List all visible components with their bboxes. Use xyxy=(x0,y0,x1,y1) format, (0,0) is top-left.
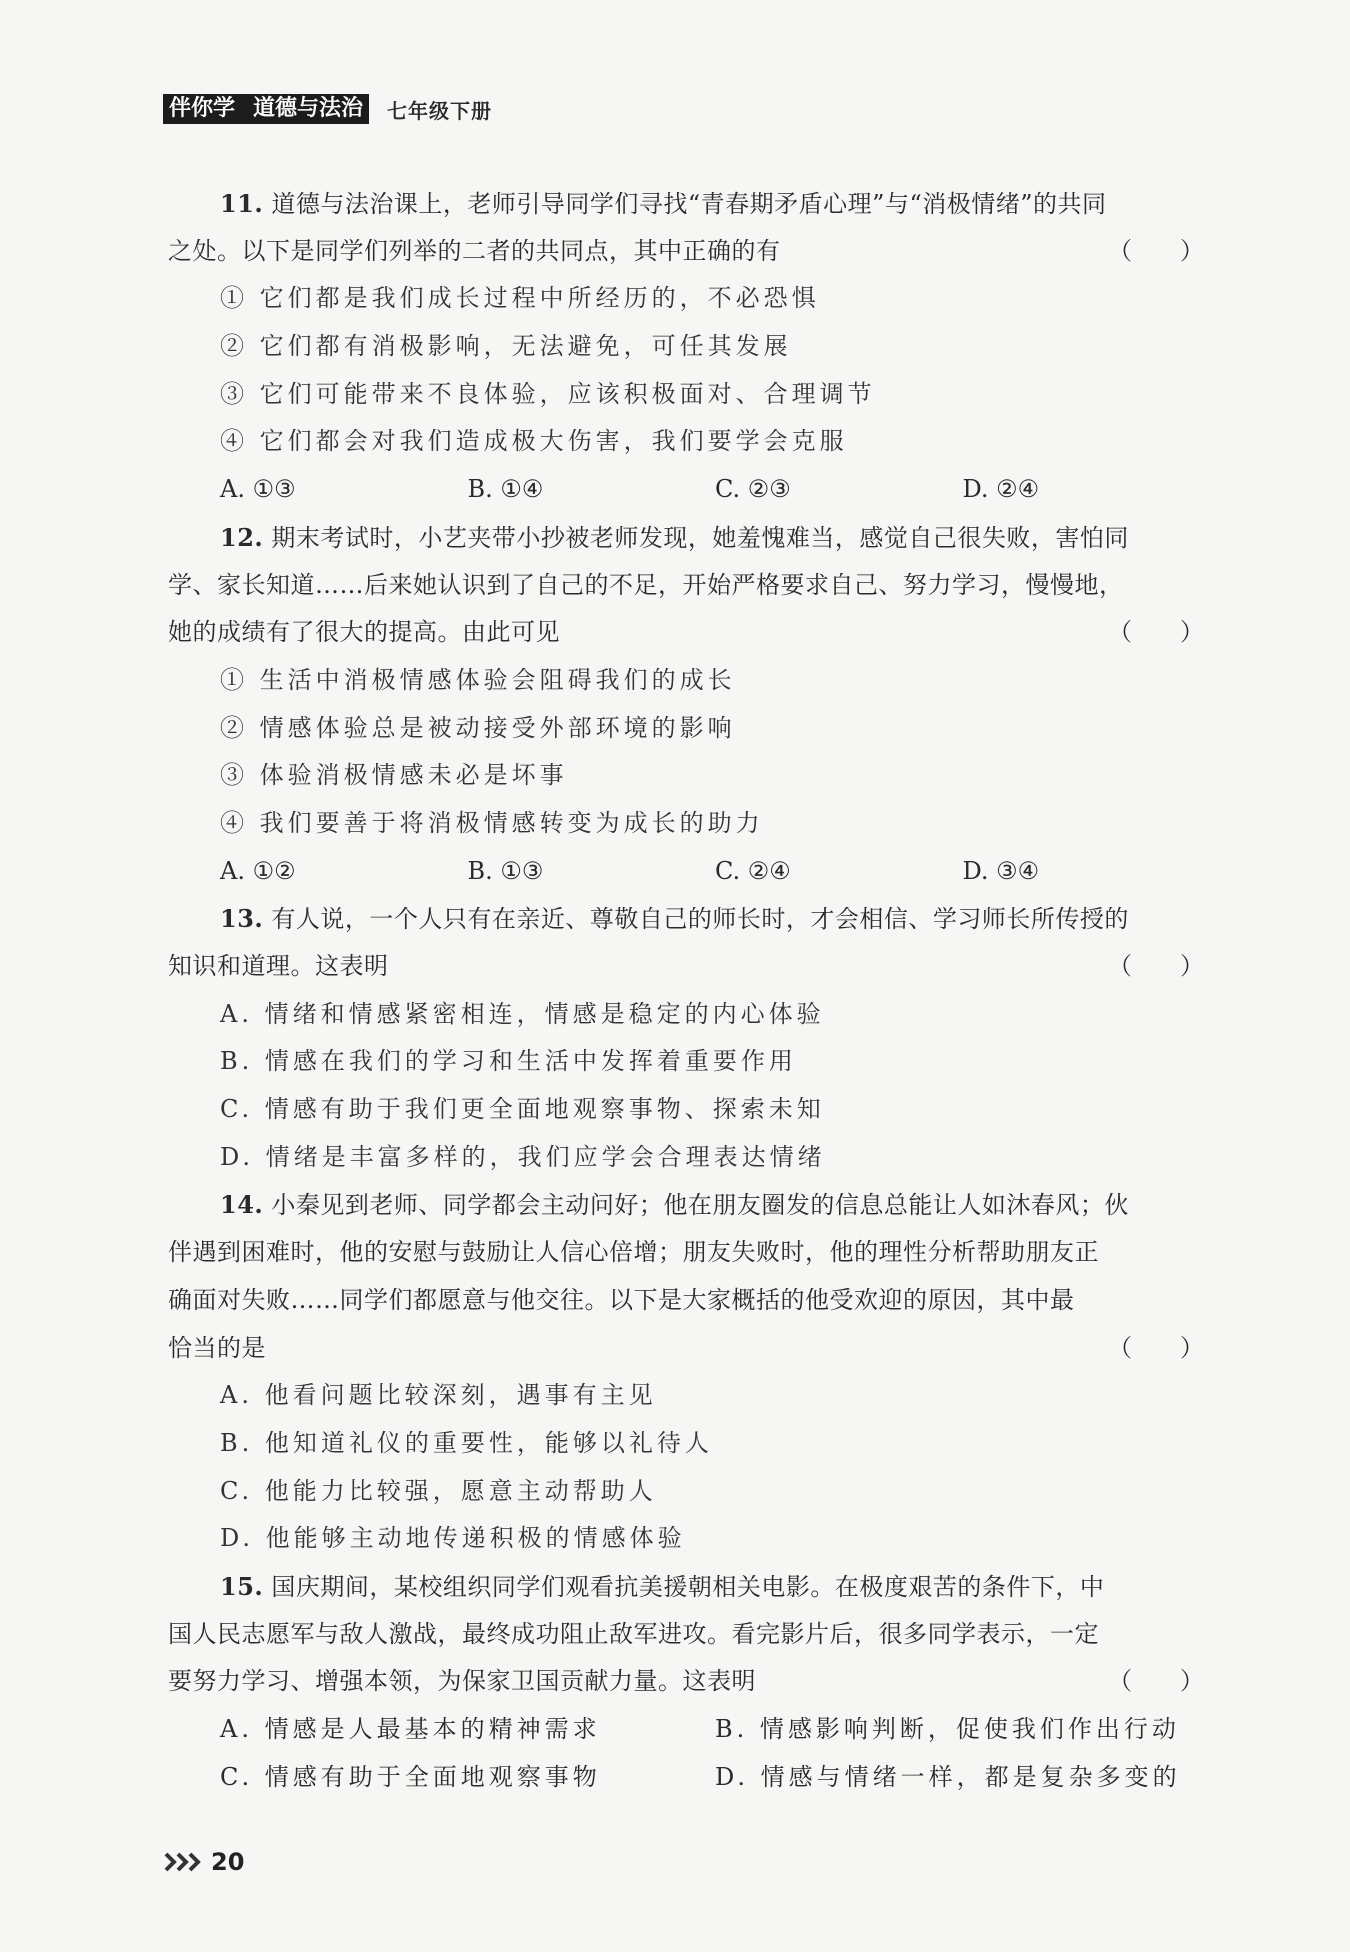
subject-name: 道德与法治 xyxy=(253,96,364,121)
q12-statement-3: ③ 体验消极情感未必是坏事 xyxy=(220,761,568,790)
q15-option-b: B. 情感影响判断，促使我们作出行动 xyxy=(715,1715,1180,1743)
q11-statement-2: ② 它们都有消极影响，无法避免，可任其发展 xyxy=(220,332,792,361)
q12-choices xyxy=(168,848,1210,896)
question-list xyxy=(168,180,1210,1801)
q12-choice-a: A. ①② xyxy=(220,856,296,885)
q11-choice-a: A. ①③ xyxy=(220,475,296,504)
series-name: 伴你学 xyxy=(169,96,236,121)
q15-options-row-2 xyxy=(168,1754,1210,1802)
q15-option-c: C. 情感有助于全面地观察事物 xyxy=(220,1762,601,1791)
q13-option-a: A. 情绪和情感紧密相连，情感是稳定的内心体验 xyxy=(220,999,825,1028)
q12-stem-line-1: 12. 期末考试时，小艺夹带小抄被老师发现，她羞愧难当，感觉自己很失败，害怕同 xyxy=(220,522,1129,552)
q15-stem-line-2: 国人民志愿军与敌人激战，最终成功阻止敌军进攻。看完影片后，很多同学表示，一定 xyxy=(168,1619,1099,1648)
q13-option-b: B. 情感在我们的学习和生活中发挥着重要作用 xyxy=(220,1047,797,1076)
q11-choice-b: B. ①④ xyxy=(467,475,544,504)
q15-answer-paren: （ ） xyxy=(1108,1667,1204,1696)
q15-option-d: D. 情感与情绪一样，都是复杂多变的 xyxy=(715,1762,1181,1791)
q12-stem-line-3: 她的成绩有了很大的提高。由此可见 （ ） xyxy=(168,609,1210,657)
q11-number: 11. xyxy=(220,189,264,218)
q14-stem-line-3: 确面对失败……同学们都愿意与他交往。以下是大家概括的他受欢迎的原因，其中最 xyxy=(168,1285,1075,1314)
page-number: 20 xyxy=(211,1848,245,1876)
q12-statement-4: ④ 我们要善于将消极情感转变为成长的助力 xyxy=(220,808,764,837)
q12-choice-c: C. ②④ xyxy=(715,856,791,885)
q14-number: 14. xyxy=(220,1190,264,1220)
q14-option-c: C. 他能力比较强，愿意主动帮助人 xyxy=(220,1476,657,1505)
q12-choice-d: D. ③④ xyxy=(962,856,1040,885)
q11-statement-3: ③ 它们可能带来不良体验，应该积极面对、合理调节 xyxy=(220,379,876,408)
series-subject-label xyxy=(163,94,369,124)
q14-option-d: D. 他能够主动地传递积极的情感体验 xyxy=(220,1524,686,1553)
q11-stem-line-2: 之处。以下是同学们列举的二者的共同点，其中正确的有 （ ） xyxy=(168,228,1210,276)
page-header xyxy=(163,94,492,124)
q13-number: 13. xyxy=(220,904,264,934)
q14-option-a: A. 他看问题比较深刻，遇事有主见 xyxy=(220,1381,657,1410)
q13-option-d: D. 情绪是丰富多样的，我们应学会合理表达情绪 xyxy=(220,1142,826,1171)
q14-answer-paren: （ ） xyxy=(1108,1333,1204,1362)
q12-answer-paren: （ ） xyxy=(1108,618,1204,647)
q14-stem-line-2: 伴遇到困难时，他的安慰与鼓励让人信心倍增；朋友失败时，他的理性分析帮助朋友正 xyxy=(168,1238,1099,1267)
q13-option-c: C. 情感有助于我们更全面地观察事物、探索未知 xyxy=(220,1095,825,1124)
q12-statement-1: ① 生活中消极情感体验会阻碍我们的成长 xyxy=(220,665,736,694)
q11-statement-1: ① 它们都是我们成长过程中所经历的，不必恐惧 xyxy=(220,284,820,313)
q11-answer-paren: （ ） xyxy=(1108,236,1204,265)
q13-stem-line-1: 13. 有人说，一个人只有在亲近、尊敬自己的师长时，才会相信、学习师长所传授的 xyxy=(220,904,1129,934)
q15-options-row-1 xyxy=(168,1706,1210,1754)
q11-choice-c: C. ②③ xyxy=(715,475,791,504)
q11-statement-4: ④ 它们都会对我们造成极大伤害，我们要学会克服 xyxy=(220,427,848,456)
q11-stem-line-1: 11. 道德与法治课上，老师引导同学们寻找“青春期矛盾心理”与“消极情绪”的共同 xyxy=(220,189,1107,218)
q15-number: 15. xyxy=(220,1571,264,1601)
page-footer xyxy=(163,1848,244,1876)
q13-stem-line-2: 知识和道理。这表明 （ ） xyxy=(168,943,1210,991)
q12-number: 12. xyxy=(220,522,264,552)
q15-stem-line-1: 15. 国庆期间，某校组织同学们观看抗美援朝相关电影。在极度艰苦的条件下，中 xyxy=(220,1571,1105,1601)
q14-stem-line-4: 恰当的是 （ ） xyxy=(168,1325,1210,1373)
q13-answer-paren: （ ） xyxy=(1108,952,1204,980)
q11-choice-d: D. ②④ xyxy=(962,475,1040,504)
chevron-arrows-icon xyxy=(163,1850,205,1874)
q12-choice-b: B. ①③ xyxy=(467,856,544,885)
q15-option-a: A. 情感是人最基本的精神需求 xyxy=(220,1715,601,1743)
q12-statement-2: ② 情感体验总是被动接受外部环境的影响 xyxy=(220,713,736,742)
q12-stem-line-2: 学、家长知道……后来她认识到了自己的不足，开始严格要求自己、努力学习，慢慢地， xyxy=(168,570,1124,599)
q11-choices xyxy=(168,466,1210,514)
q14-stem-line-1: 14. 小秦见到老师、同学都会主动问好；他在朋友圈发的信息总能让人如沐春风；伙 xyxy=(220,1190,1129,1220)
q15-stem-line-3: 要努力学习、增强本领，为保家卫国贡献力量。这表明 （ ） xyxy=(168,1658,1210,1706)
grade-label: 七年级下册 xyxy=(387,98,493,123)
q14-option-b: B. 他知道礼仪的重要性，能够以礼待人 xyxy=(220,1428,713,1457)
